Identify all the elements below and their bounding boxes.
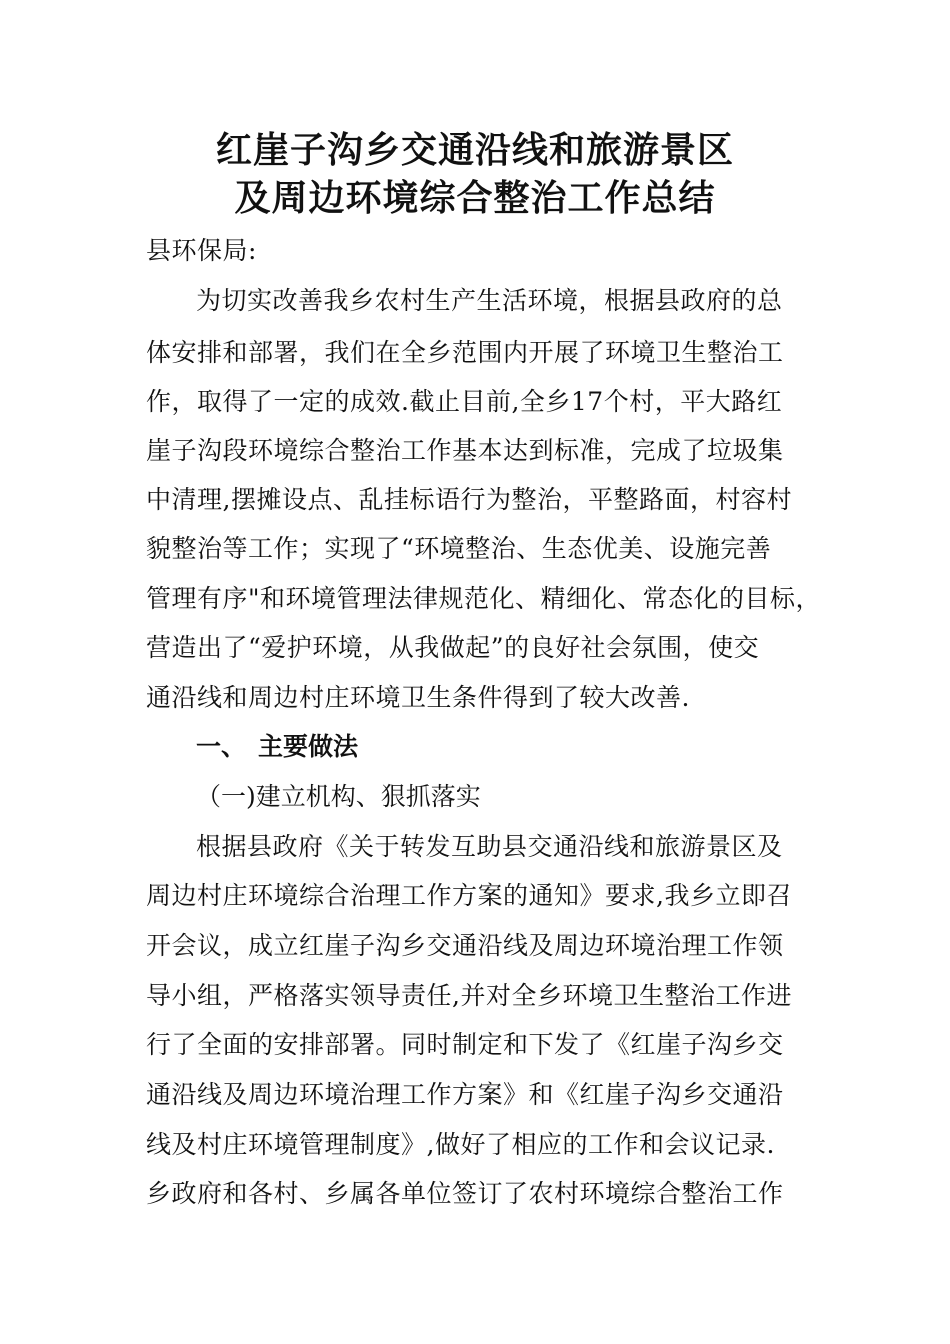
paragraph-2-line: 通沿线及周边环境治理工作方案》和《红崖子沟乡交通沿 [146, 1080, 784, 1109]
paragraph-1-line: 貌整治等工作；实现了“环境整治、生态优美、设施完善 [146, 534, 772, 563]
paragraph-2-line: 乡政府和各村、乡属各单位签订了农村环境综合整治工作 [146, 1179, 784, 1208]
section-number: 一、 [196, 732, 247, 761]
section-title: 主要做法 [258, 732, 359, 761]
subsection-heading: （一)建立机构、狠抓落实 [196, 782, 481, 811]
paragraph-1-line: 管理有序"和环境管理法律规范化、精细化、常态化的目标， [146, 584, 822, 613]
paragraph-2-line: 根据县政府《关于转发互助县交通沿线和旅游景区及 [196, 832, 783, 861]
paragraph-1-line: 营造出了“爱护环境，从我做起”的良好社会氛围，使交 [146, 633, 760, 662]
paragraph-1-line: 作，取得了一定的成效.截止目前,全乡17个村，平大路红 [146, 387, 783, 416]
paragraph-1-line: 体安排和部署，我们在全乡范围内开展了环境卫生整治工 [146, 338, 784, 367]
paragraph-2-line: 周边村庄环境综合治理工作方案的通知》要求,我乡立即召 [146, 881, 792, 910]
paragraph-2-line: 导小组，严格落实领导责任,并对全乡环境卫生整治工作进 [146, 981, 792, 1010]
paragraph-2-line: 行了全面的安排部署。同时制定和下发了《红崖子沟乡交 [146, 1030, 784, 1059]
document-title-line-2: 及周边环境综合整治工作总结 [234, 177, 716, 219]
document-title-line-1: 红崖子沟乡交通沿线和旅游景区 [215, 129, 734, 171]
paragraph-2-line: 开会议，成立红崖子沟乡交通沿线及周边环境治理工作领 [146, 931, 784, 960]
paragraph-1-line: 通沿线和周边村庄环境卫生条件得到了较大改善. [146, 683, 690, 712]
paragraph-2-line: 线及村庄环境管理制度》,做好了相应的工作和会议记录. [146, 1130, 775, 1159]
paragraph-1-line: 崖子沟段环境综合整治工作基本达到标准，完成了垃圾集 [146, 436, 784, 465]
paragraph-1-line: 为切实改善我乡农村生产生活环境，根据县政府的总 [196, 286, 783, 315]
recipient-line: 县环保局: [146, 236, 257, 265]
section-heading [196, 732, 358, 762]
paragraph-1-line: 中清理,摆摊设点、乱挂标语行为整治，平整路面，村容村 [146, 485, 792, 514]
